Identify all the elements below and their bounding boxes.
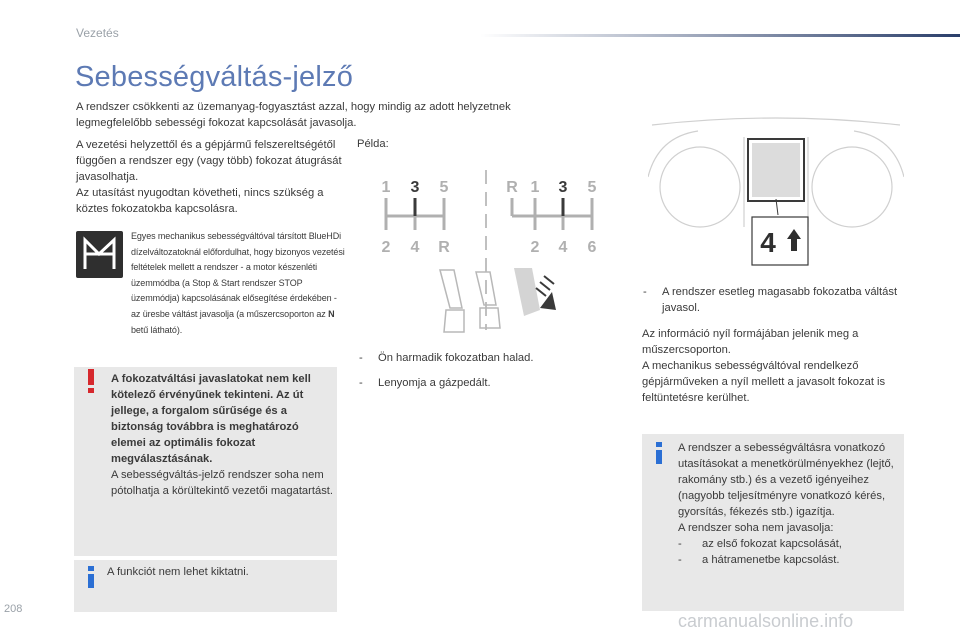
gear-label: 4 [410,239,420,256]
bullet-text: Ön harmadik fokozatban halad. [378,352,534,364]
gear-label: 5 [587,179,597,196]
warning-normal: A sebességváltás-jelző rendszer soha nem pótolhatja a körültekintő vezetői magatartást. [111,469,334,497]
gear-label: 2 [381,239,391,256]
left-para-1: A vezetési helyzettől és a gépjármű felszereltségétől függően a rendszer egy (vagy több) fokozat átugrását javasolhatja. [76,139,342,183]
list-item: - a hátramenetbe kapcsolást. [678,554,840,566]
gear-label: 6 [587,239,597,256]
info-2-never: A rendszer soha nem javasolja: [678,522,834,534]
right-paragraph [642,326,912,406]
example-label: Példa: [357,138,389,150]
watermark: carmanualsonline.info [678,611,854,631]
gear-label: R [438,239,450,256]
right-para-2: A mechanikus sebességváltóval rendelkező gépjárműveken a nyíl mellett a javasolt fokozat is feltüntetésre kerülhet. [642,360,886,404]
bullet-upshift [643,284,913,316]
note-end: betű látható). [131,324,183,335]
gear-label: 3 [410,179,420,196]
page-title: Sebességváltás-jelző [75,61,354,93]
list-item: - az első fokozat kapcsolását, [678,538,842,550]
bullet-dash: - [678,538,682,550]
display-gear-number: 4 [760,227,776,258]
page-number: 208 [4,603,23,615]
info-1-text: A funkciót nem lehet kiktatni. [107,566,249,578]
note-bold-n: N [328,308,335,319]
warning-bold: A fokozatváltási javaslatokat nem kell kötelező érvényűnek tekinteni. Az út jellege, a forgalom sűrűsége és a biztonság továbbra is meghatározó elemei az optimális fokozat megválasztásának. [111,373,311,465]
header-rule [480,34,960,37]
gearshift-illustration [368,160,616,340]
gear-label: 4 [558,239,568,256]
bullet-third-gear [359,350,533,366]
gear-label: 3 [558,179,568,196]
note-text: Egyes mechanikus sebességváltóval társított BlueHDi dízelváltozatoknál előfordulhat, hogy bizonyos vezetési feltételek mellett a rendszer - a motor készenléti üzemmódba (a Stop & Start rendszer STOP üzemmódja) kapcsolásának elősegítése érdekében - az üresbe váltást javasolja (a műszercsoporton az [131,231,345,319]
exclamation-icon [86,369,96,393]
bullet-dash: - [359,377,363,389]
bullet-dash: - [359,352,363,364]
gear-label: 5 [439,179,449,196]
bullet-text: Lenyomja a gázpedált. [378,377,491,389]
left-para-2: Az utasítást nyugodtan követheti, nincs szükség a köztes fokozatokba kapcsolásra. [76,187,324,215]
gear-label: 1 [381,179,391,196]
gear-label: 1 [530,179,540,196]
bullet-text: A rendszer esetleg magasabb fokozatba váltást javasol. [662,286,898,314]
bullet-dash: - [678,554,682,566]
gear-label: 2 [530,239,540,256]
bullet-accelerator [359,375,491,391]
instrument-cluster-illustration [648,117,904,281]
left-paragraph [76,137,346,217]
info-2-para: A rendszer a sebességváltásra vonatkozó utasításokat a menetkörülményekhez (lejtő, rakomány stb.) és a vezető igényeihez (nagyobb teljesítményre vonatkozó kérés, gyorsítás, fékezés stb.) igazítja. [678,442,894,518]
gear-label: R [506,179,518,196]
info-icon [654,442,664,464]
intro-text: A rendszer csökkenti az üzemanyag-fogyasztást azzal, hogy mindig az adott helyzetnek legmegfelelőbb sebességi fokozat kapcsolását javasolja. [76,101,511,129]
info-2-list [678,536,900,568]
bluehdi-note [131,229,346,338]
info-icon [86,566,96,588]
warning-text [111,371,333,499]
info-2-text [678,440,900,568]
neutral-n-icon [76,231,123,278]
right-para-1: Az információ nyíl formájában jelenik meg a műszercsoporton. [642,328,859,356]
bullet-dash: - [643,286,647,298]
section-label: Vezetés [76,26,119,40]
